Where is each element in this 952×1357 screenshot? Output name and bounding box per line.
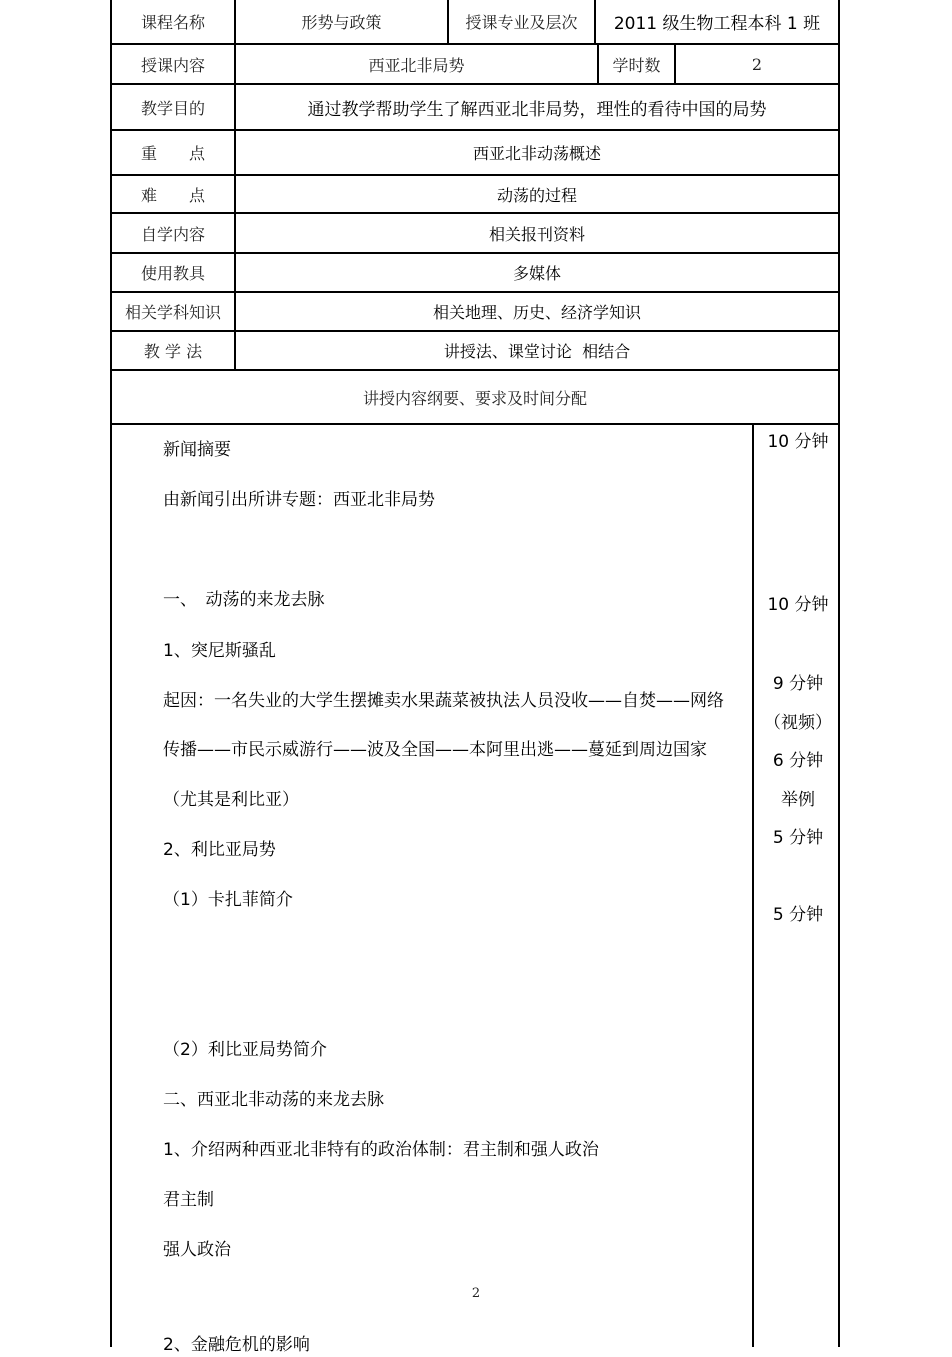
teaching-method-value: 讲授法、课堂讨论 相结合	[443, 342, 631, 361]
body-line: 传播——市民示威游行——波及全国——本阿里出逃——蔓延到周边国家	[163, 740, 707, 760]
time-allocation: 5 分钟	[772, 828, 824, 848]
time-allocation: 6 分钟	[772, 751, 824, 771]
teaching-aids-label: 使用教具	[140, 264, 205, 283]
class-hours-label: 学时数	[612, 55, 661, 75]
body-line: 1、突尼斯骚乱	[163, 641, 276, 661]
time-allocation: 举例	[781, 790, 815, 810]
body-line: 由新闻引出所讲专题：西亚北非局势	[163, 490, 435, 510]
page-number: 2	[471, 1286, 481, 1301]
key-point-value: 西亚北非动荡概述	[472, 144, 601, 163]
self-study-value: 相关报刊资料	[488, 224, 585, 244]
time-allocation: 5 分钟	[772, 905, 824, 925]
body-line: 1、介绍两种西亚北非特有的政治体制：君主制和强人政治	[163, 1140, 599, 1160]
body-line: 二、西亚北非动荡的来龙去脉	[163, 1090, 384, 1110]
teaching-aids-value: 多媒体	[512, 264, 561, 283]
time-allocation: 9 分钟	[772, 674, 824, 694]
body-line: 2、利比亚局势	[163, 840, 276, 860]
time-allocation: 10 分钟	[767, 432, 829, 452]
body-line: （2）利比亚局势简介	[163, 1040, 327, 1060]
section-title: 讲授内容纲要、要求及时间分配	[362, 388, 587, 408]
body-line: （尤其是利比亚）	[163, 790, 299, 810]
major-level-label: 授课专业及层次	[465, 13, 578, 32]
body-line: 强人政治	[163, 1240, 231, 1260]
difficult-point-label: 难 点	[140, 185, 205, 205]
time-allocation: （视频）	[764, 713, 832, 733]
difficult-point-value: 动荡的过程	[496, 185, 577, 205]
related-knowledge-label: 相关学科知识	[124, 303, 221, 322]
course-name-value: 形势与政策	[301, 13, 382, 32]
related-knowledge-value: 相关地理、历史、经济学知识	[432, 303, 641, 322]
major-level-value: 2011 级生物工程本科 1 班	[613, 14, 821, 34]
time-column-divider	[752, 423, 754, 1347]
teaching-content-label: 授课内容	[140, 55, 205, 75]
course-name-label: 课程名称	[140, 13, 205, 32]
key-point-label: 重 点	[140, 144, 205, 163]
body-line: 新闻摘要	[163, 440, 231, 460]
teaching-method-label: 教 学 法	[143, 342, 203, 361]
body-line: 2、金融危机的影响	[163, 1335, 310, 1355]
body-line: 起因：一名失业的大学生摆摊卖水果蔬菜被执法人员没收——自焚——网络	[163, 691, 724, 711]
class-hours-value: 2	[751, 54, 763, 74]
body-line: 君主制	[163, 1190, 214, 1210]
table-rule	[110, 423, 840, 425]
self-study-label: 自学内容	[140, 224, 205, 244]
objective-value: 通过教学帮助学生了解西亚北非局势，理性的看待中国的局势	[307, 99, 767, 120]
time-allocation: 10 分钟	[767, 595, 829, 615]
body-line: （1）卡扎菲简介	[163, 890, 293, 910]
teaching-content-value: 西亚北非局势	[368, 55, 465, 75]
objective-label: 教学目的	[140, 98, 205, 118]
body-line: 一、 动荡的来龙去脉	[163, 590, 325, 610]
